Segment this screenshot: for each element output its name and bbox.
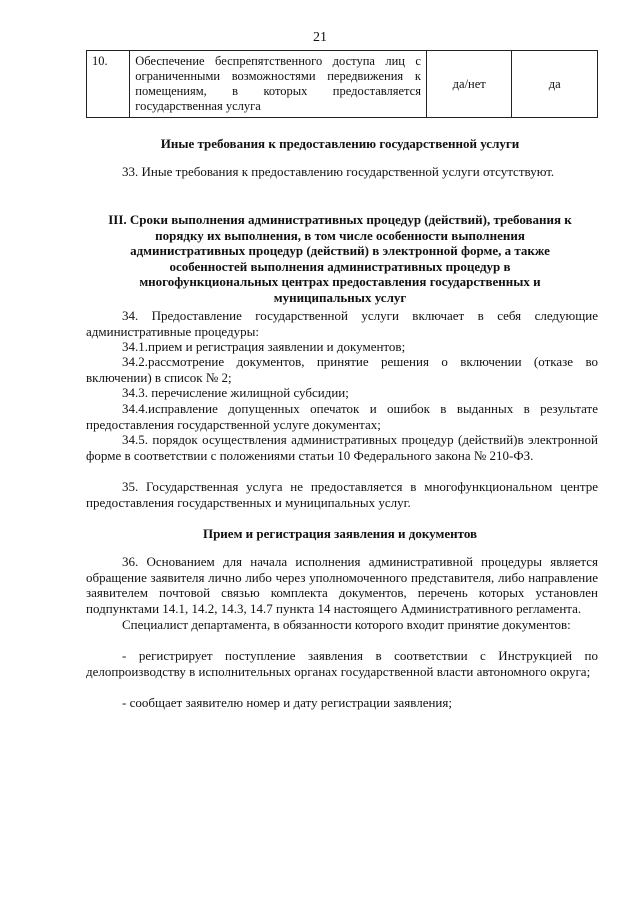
list-item-register: - регистрирует поступление заявления в соответствии с Инструкцией по делопроизводству в исполнительных органах государственной власти автономного округа;: [86, 648, 598, 679]
paragraph-34-2: 34.2.рассмотрение документов, принятие решения о включении (отказе во включении) в список № 2;: [86, 354, 598, 385]
list-item-inform: - сообщает заявителю номер и дату регистрации заявления;: [122, 695, 452, 710]
heading-other-requirements: Иные требования к предоставлению государственной услуги: [160, 136, 520, 151]
paragraph-36: 36. Основанием для начала исполнения административной процедуры является обращение заявителя лично либо через уполномоченного представителя, либо направление заявителем почтовой связью комплекта документов, перечень которых установлен подпунктами 14.1, 14.2, 14.3, 14.7 пункта 14 настоящего Административного регламента.: [86, 554, 598, 616]
paragraph-specialist: Специалист департамента, в обязанности которого входит принятие документов:: [122, 617, 571, 632]
paragraph-34: 34. Предоставление государственной услуги включает в себя следующие административные процедуры:: [86, 308, 598, 339]
row-number: 10.: [87, 51, 130, 118]
paragraph-35: 35. Государственная услуга не предоставляется в многофункциональном центре предоставления государственных и муниципальных услуг.: [86, 479, 598, 510]
paragraph-34-5: 34.5. порядок осуществления административных процедур (действий)в электронной форме в соответствии с положениями статьи 10 Федерального закона № 210-ФЗ.: [86, 432, 598, 463]
page-number: 21: [313, 30, 327, 45]
requirements-table: [86, 50, 598, 118]
paragraph-34-4: 34.4.исправление допущенных опечаток и ошибок в выданных в результате предоставления государственной услуге документах;: [86, 401, 598, 432]
paragraph-33: 33. Иные требования к предоставлению государственной услуги отсутствуют.: [122, 164, 555, 179]
section-iii-heading: III. Сроки выполнения административных процедур (действий), требования к порядку их выполнения, в том числе особенности выполнения административных процедур (действий) в электронной форме, а также особенностей выполнения административных процедур в многофункциональных центрах предоставления государственных и муниципальных услуг: [108, 212, 572, 305]
paragraph-34-1: 34.1.прием и регистрация заявлении и документов;: [122, 339, 406, 354]
table-row: [87, 51, 598, 118]
heading-reception-registration: Прием и регистрация заявления и документов: [202, 526, 478, 541]
row-description: Обеспечение беспрепятственного доступа лиц с ограниченными возможностями передвижения к помещениям, в которых предоставляется государственная услуга: [130, 51, 427, 118]
row-value: да: [512, 51, 598, 118]
paragraph-34-3: 34.3. перечисление жилищной субсидии;: [122, 385, 349, 400]
row-options: да/нет: [426, 51, 512, 118]
